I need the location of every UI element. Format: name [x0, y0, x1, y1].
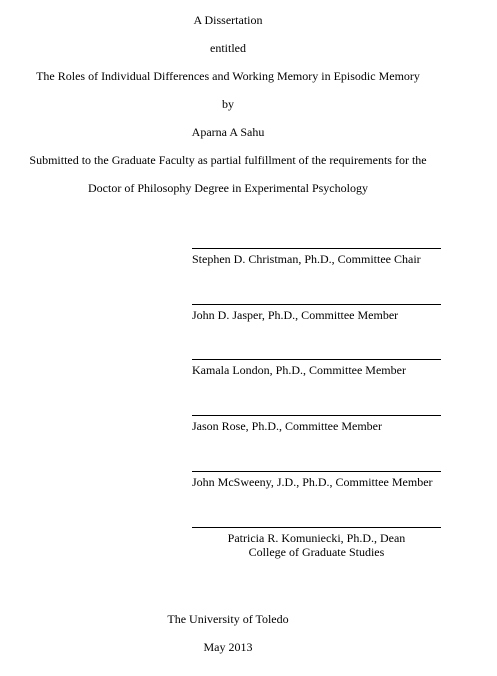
committee-member-label: Jason Rose, Ph.D., Committee Member: [192, 419, 382, 433]
dean-college: College of Graduate Studies: [248, 545, 385, 559]
committee-member-label: John D. Jasper, Ph.D., Committee Member: [192, 308, 399, 322]
signature-block-member: [192, 415, 441, 433]
document-type: A Dissertation: [193, 13, 263, 27]
signature-line: [192, 304, 441, 305]
signature-block-member: [192, 359, 441, 377]
signature-block-chair: [192, 248, 441, 266]
by-text: by: [222, 97, 234, 111]
signature-block-dean: [192, 527, 441, 559]
signature-block-member: [192, 471, 441, 489]
entitled-text: entitled: [210, 41, 246, 55]
signature-block-member: [192, 304, 441, 322]
submission-statement: Submitted to the Graduate Faculty as partial fulfillment of the requirements for the: [29, 153, 427, 167]
signature-line: [192, 471, 441, 472]
author-name: Aparna A Sahu: [191, 125, 265, 139]
committee-member-label: Stephen D. Christman, Ph.D., Committee Chair: [192, 252, 421, 266]
degree-statement: Doctor of Philosophy Degree in Experimental Psychology: [88, 181, 368, 195]
signature-line: [192, 415, 441, 416]
signature-line: [192, 359, 441, 360]
signature-line: [192, 527, 441, 528]
dean-name: Patricia R. Komuniecki, Ph.D., Dean: [227, 531, 406, 545]
university-name: The University of Toledo: [167, 612, 289, 626]
submission-date: May 2013: [203, 640, 253, 654]
committee-member-label: Kamala London, Ph.D., Committee Member: [192, 363, 406, 377]
committee-member-label: John McSweeny, J.D., Ph.D., Committee Member: [192, 475, 433, 489]
signature-line: [192, 248, 441, 249]
dissertation-title: The Roles of Individual Differences and Working Memory in Episodic Memory: [36, 69, 420, 83]
